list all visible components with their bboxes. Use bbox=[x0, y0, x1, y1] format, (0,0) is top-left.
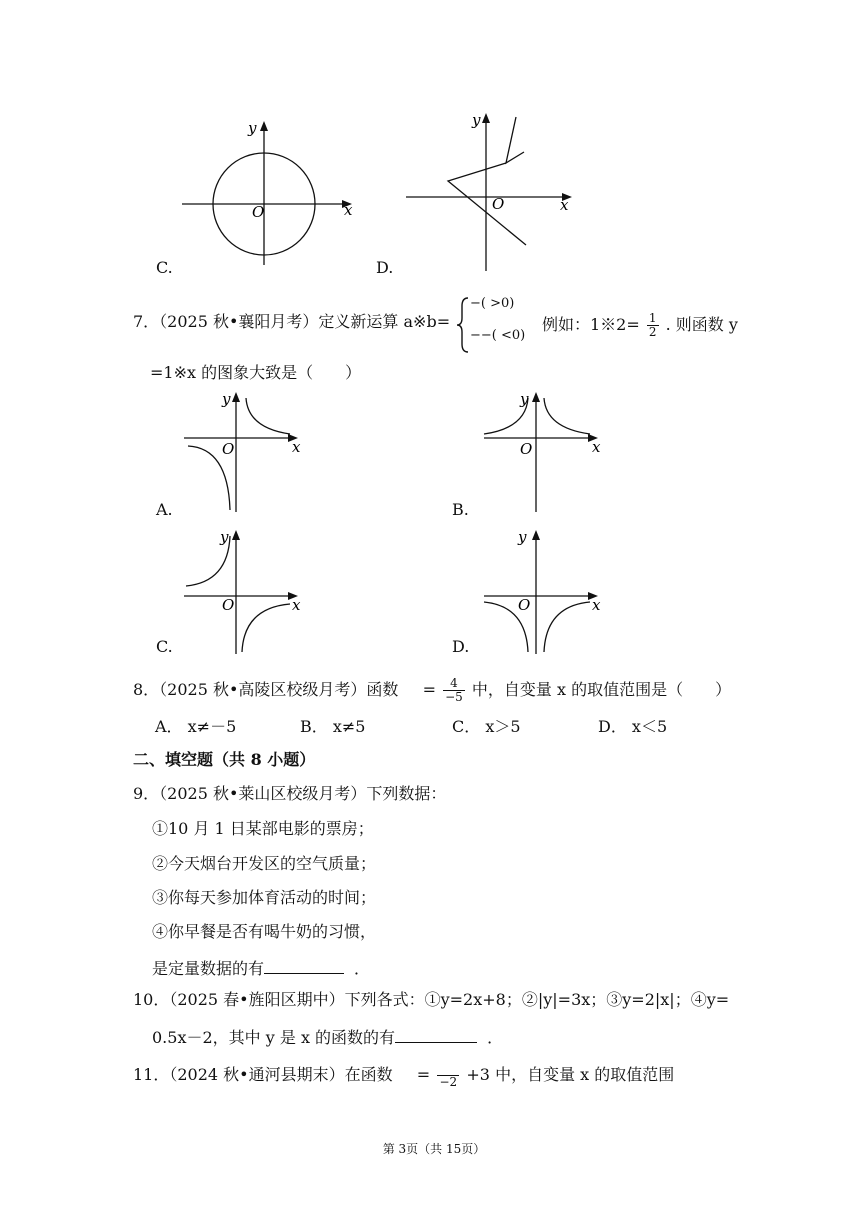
q7-case1: −( >0) bbox=[470, 296, 515, 311]
q9-stem: 9．（2025 秋•莱山区校级月考）下列数据： bbox=[133, 784, 447, 803]
q8-option-b: B． x≠5 bbox=[300, 717, 366, 736]
q7-figure-d bbox=[480, 528, 610, 656]
q7-example-suffix: . 则函数 y bbox=[665, 315, 738, 334]
q7-prefix: 7．（2025 秋•襄阳月考）定义新运算 a※b= bbox=[133, 312, 451, 331]
q7-stem-line2: =1※x 的图象大致是（ ） bbox=[150, 363, 362, 382]
q7-figure-c bbox=[180, 528, 310, 656]
q11-after-fraction: +3 中，自变量 x 的取值范围 bbox=[466, 1065, 675, 1084]
q9-answer-line bbox=[152, 957, 370, 979]
q10-stem-line2 bbox=[152, 1026, 503, 1048]
graph-a bbox=[180, 390, 310, 515]
origin-label: O bbox=[222, 440, 235, 458]
q7-option-d: D. bbox=[452, 637, 470, 656]
fraction-denominator: −2 bbox=[439, 1075, 458, 1089]
q8-option-c: C． x＞5 bbox=[452, 717, 521, 736]
section-title: 二、填空题（共 8 小题） bbox=[133, 750, 316, 769]
q10-stem-line1: 10．（2025 春•旌阳区期中）下列各式：①y=2x+8；②|y|=3x；③y=2|x|；④y= bbox=[133, 990, 730, 1009]
q7-option-c: C. bbox=[156, 637, 173, 656]
x-axis-label: x bbox=[560, 196, 569, 214]
q7-option-b: B. bbox=[452, 500, 469, 519]
figure-prev-c bbox=[170, 115, 370, 265]
q9-answer-blank[interactable] bbox=[264, 957, 344, 974]
y-axis-label: y bbox=[472, 111, 481, 129]
fraction-denominator: 2 bbox=[648, 325, 657, 339]
graph-b bbox=[480, 390, 610, 515]
y-axis-label: y bbox=[222, 390, 231, 408]
q7-example bbox=[542, 312, 738, 339]
x-axis-label: x bbox=[292, 438, 301, 456]
q8-suffix: 中，自变量 x 的取值范围是（ ） bbox=[471, 680, 732, 699]
q7-figure-a bbox=[180, 390, 310, 515]
fraction-numerator: 4 bbox=[443, 677, 465, 691]
q8-equals: = bbox=[422, 680, 437, 699]
x-axis-label: x bbox=[592, 596, 601, 614]
q11-equals: = bbox=[416, 1065, 431, 1084]
fraction-denominator: −5 bbox=[445, 690, 463, 704]
zigzag-graph bbox=[400, 105, 580, 275]
origin-label: O bbox=[520, 440, 533, 458]
q8-stem bbox=[133, 677, 731, 704]
q7-stem-line1 bbox=[133, 312, 450, 332]
page-footer: 第 3页（共 15页） bbox=[382, 1142, 486, 1156]
y-axis-label: y bbox=[520, 390, 529, 408]
y-axis-label: y bbox=[518, 528, 527, 546]
q9-item-4: ④你早餐是否有喝牛奶的习惯， bbox=[152, 922, 377, 941]
q10-line2-suffix: ． bbox=[487, 1028, 504, 1047]
q8-option-a: A． x≠－5 bbox=[155, 717, 237, 736]
q8-prefix: 8．（2025 秋•高陵区校级月考）函数 bbox=[133, 680, 399, 699]
x-axis-label: x bbox=[292, 596, 301, 614]
q9-item-1: ①10 月 1 日某部电影的票房； bbox=[152, 819, 374, 838]
x-axis-label: x bbox=[344, 201, 353, 219]
q9-answer-suffix: ． bbox=[354, 959, 371, 978]
fraction-numerator bbox=[437, 1062, 459, 1076]
q9-item-2: ②今天烟台开发区的空气质量； bbox=[152, 854, 377, 873]
origin-label: O bbox=[252, 203, 265, 221]
figure-prev-d bbox=[400, 105, 580, 275]
q10-answer-blank[interactable] bbox=[395, 1026, 477, 1043]
y-axis-label: y bbox=[220, 528, 229, 546]
origin-label: O bbox=[492, 195, 505, 213]
q8-option-d: D． x＜5 bbox=[598, 717, 668, 736]
origin-label: O bbox=[518, 596, 531, 614]
q7-brace bbox=[456, 296, 470, 354]
q9-item-3: ③你每天参加体育活动的时间； bbox=[152, 888, 377, 907]
q7-case2: −−( <0) bbox=[470, 328, 526, 343]
q7-example-text: 例如：1※2= bbox=[542, 315, 640, 334]
circle-graph bbox=[170, 115, 370, 265]
prev-option-c: C. bbox=[156, 258, 173, 277]
q8-fraction bbox=[443, 677, 465, 704]
prev-option-d: D. bbox=[376, 258, 394, 277]
q11-fraction bbox=[437, 1062, 459, 1089]
q7-example-fraction bbox=[647, 312, 659, 339]
origin-label: O bbox=[222, 596, 235, 614]
q11-stem bbox=[133, 1062, 674, 1089]
graph-c bbox=[180, 528, 310, 656]
fraction-numerator: 1 bbox=[648, 311, 657, 325]
q7-figure-b bbox=[480, 390, 610, 515]
graph-d bbox=[480, 528, 610, 656]
q10-line2-prefix: 0.5x－2，其中 y 是 x 的函数的有 bbox=[152, 1028, 396, 1047]
q9-answer-prefix: 是定量数据的有 bbox=[152, 959, 265, 978]
q7-option-a: A. bbox=[156, 500, 173, 519]
q11-prefix: 11．（2024 秋•通河县期末）在函数 bbox=[133, 1065, 393, 1084]
x-axis-label: x bbox=[592, 438, 601, 456]
y-axis-label: y bbox=[248, 119, 257, 137]
